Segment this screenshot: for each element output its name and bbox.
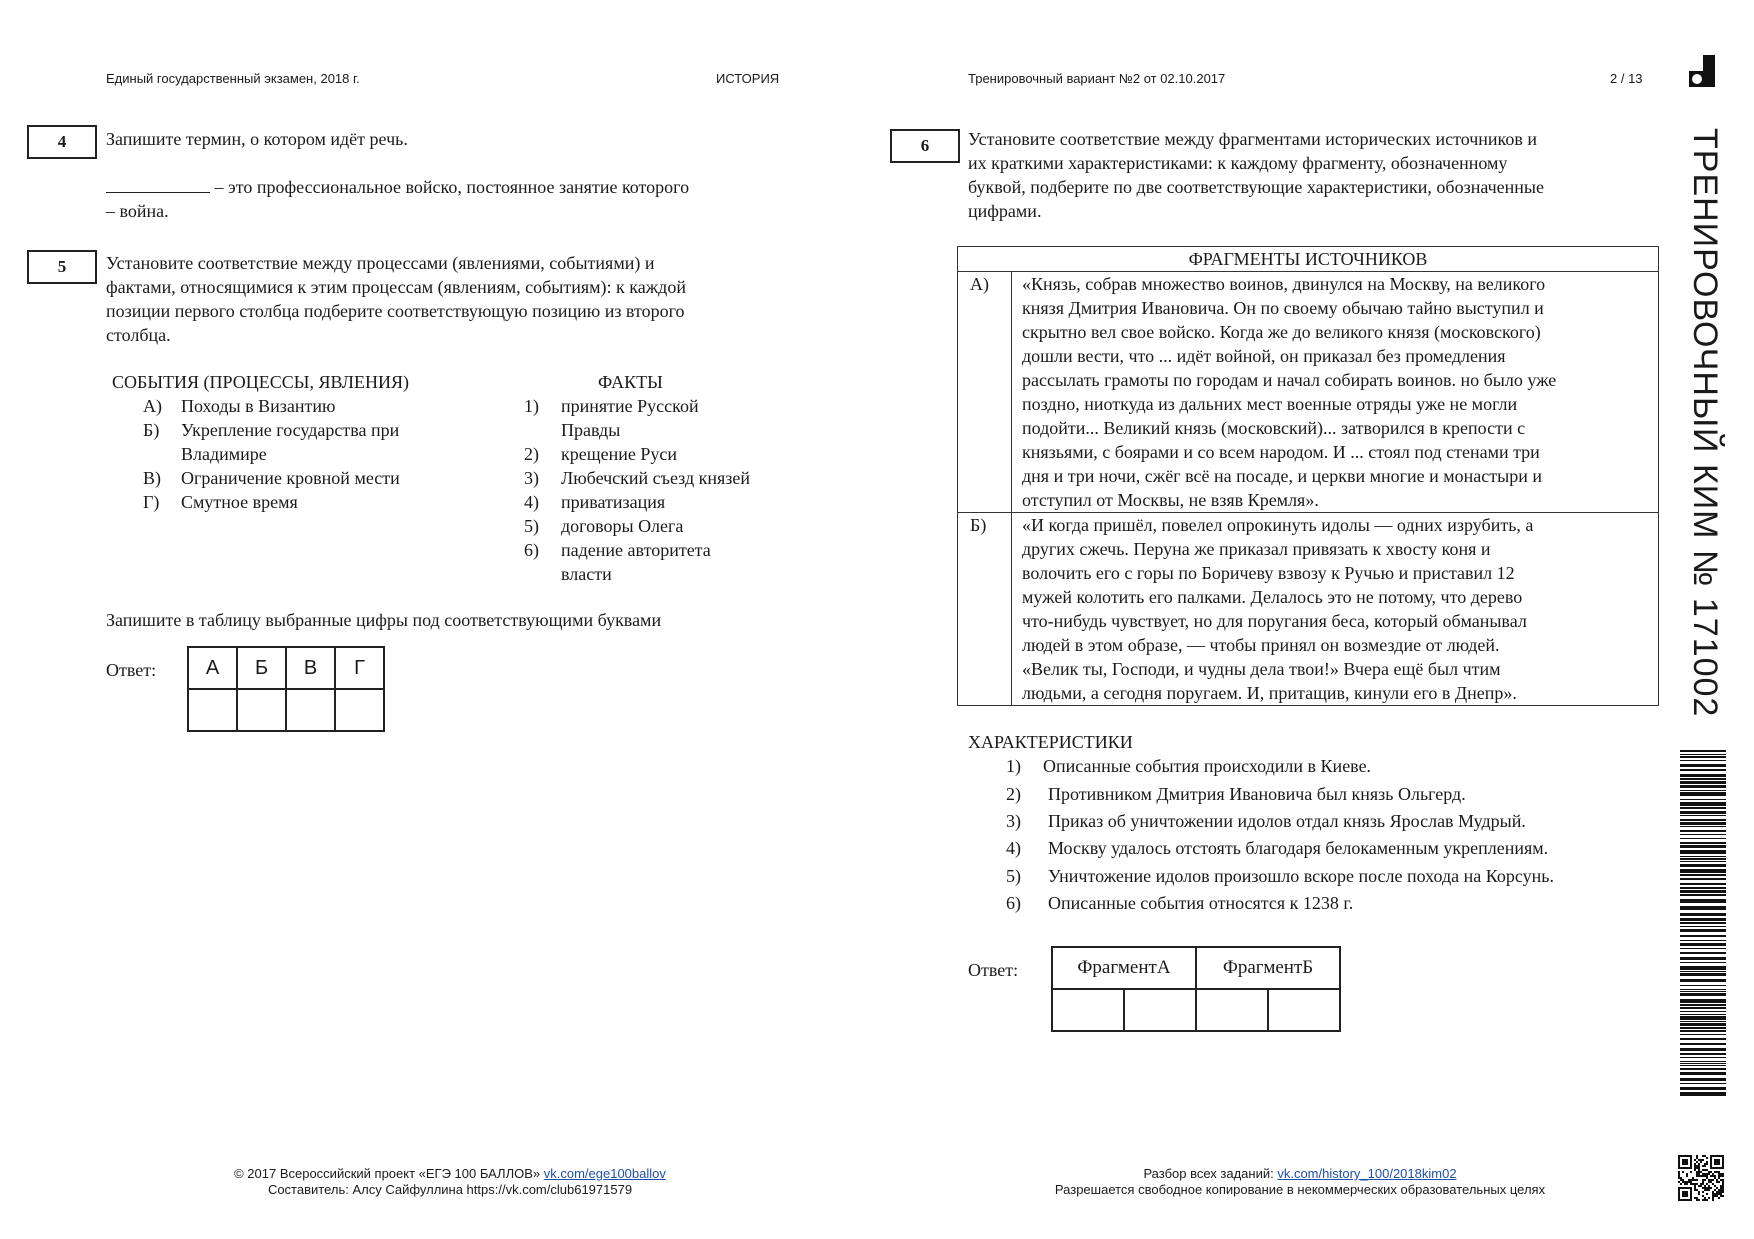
footer-copyright: © 2017 Всероссийский проект «ЕГЭ 100 БАЛЛОВ»	[234, 1166, 544, 1181]
answer-cell-b[interactable]	[237, 689, 286, 731]
fact-number: 2)	[524, 444, 539, 464]
fragment-line: мужей колотить его палками. Делалось это не потому, что дерево	[1022, 587, 1523, 607]
footer-left	[150, 1166, 750, 1198]
fragment-line: дошли вести, что ... идёт войной, он приказал без промедления	[1022, 346, 1506, 366]
question-4-prompt: Запишите термин, о котором идёт речь.	[106, 129, 408, 149]
fragment-line: князя Дмитрия Ивановича. Он по своему обычаю тайно выступил и	[1022, 298, 1544, 318]
question-5-number: 5	[27, 250, 97, 284]
footer-author: Составитель: Алсу Сайфуллина https://vk.com/club61971579	[267, 1182, 633, 1197]
fragment-letter: А)	[958, 272, 1012, 512]
answer-cell-a2[interactable]	[1124, 989, 1196, 1031]
question-5-instruction: Запишите в таблицу выбранные цифры под соответствующими буквами	[106, 610, 662, 630]
fact-text: падение авторитета	[561, 540, 711, 560]
answer-cell-b1[interactable]	[1196, 989, 1268, 1031]
side-label-text: ТРЕНИРОВОЧНЫЙ КИМ № 171002	[1686, 128, 1724, 718]
characteristic-text: Противником Дмитрия Ивановича был князь Ольгерд.	[1048, 784, 1466, 804]
fragment-letter: Б)	[958, 513, 1012, 705]
fact-text: приватизация	[561, 492, 666, 512]
characteristic-number: 3)	[1006, 811, 1021, 831]
question-5-answer-table	[187, 646, 385, 732]
fragment-text	[1012, 272, 1658, 512]
answer-blank[interactable]	[106, 192, 210, 193]
event-text: Укрепление государства при	[181, 420, 400, 440]
characteristic-text: Описанные события происходили в Киеве.	[1043, 756, 1372, 776]
fragment-line: дня и три ночи, сжёг всё на посаде, и церкви многие и монастыри и	[1022, 466, 1543, 486]
question-6-prompt	[968, 127, 1544, 223]
prompt-line: цифрами.	[968, 201, 1042, 221]
characteristic-number: 4)	[1006, 838, 1021, 858]
prompt-line: их краткими характеристиками: к каждому фрагменту, обозначенному	[968, 153, 1508, 173]
characteristic-text: Уничтожение идолов произошло вскоре после похода на Корсунь.	[1048, 866, 1554, 886]
answer-cell-a1[interactable]	[1052, 989, 1124, 1031]
prompt-line: буквой, подберите по две соответствующие характеристики, обозначенные	[968, 177, 1544, 197]
event-letter: В)	[143, 468, 161, 488]
fragment-row-a	[958, 272, 1658, 513]
footer-copy-permission: Разрешается свободное копирование в некоммерческих образовательных целях	[1054, 1182, 1546, 1197]
fragment-line: людей в этом образе, — чтобы принял он возмездие от людей.	[1022, 635, 1500, 655]
fact-text: Любечский съезд князей	[561, 468, 751, 488]
question-4-number: 4	[27, 125, 97, 159]
characteristic-number: 2)	[1006, 784, 1021, 804]
answer-header-b: Б	[237, 647, 286, 689]
fact-text: крещение Руси	[561, 444, 677, 464]
fact-text: власти	[561, 564, 612, 584]
fact-number: 5)	[524, 516, 539, 536]
fragment-line: волочить его с горы по Боричеву взвозу к Ручью и приставил 12	[1022, 563, 1515, 583]
question-5-answer-label: Ответ:	[106, 660, 157, 680]
fragment-line: князьями, с боярами и со всем народом. И ... стоял под стенами три	[1022, 442, 1540, 462]
footer-left-link[interactable]: vk.com/ege100ballov	[543, 1166, 666, 1181]
fragment-line: подойти... Великий князь (московский)... затворился в крепости с	[1022, 418, 1526, 438]
prompt-line: Установите соответствие между фрагментами исторических источников и	[968, 129, 1538, 149]
facts-column-header: ФАКТЫ	[598, 372, 663, 392]
barcode	[1680, 750, 1730, 1100]
fact-number: 3)	[524, 468, 539, 488]
answer-cell-v[interactable]	[286, 689, 335, 731]
answer-header-a: А	[188, 647, 237, 689]
fragment-line: что-нибудь чувствует, но для поругания беса, который обманывал	[1022, 611, 1527, 631]
fact-text: принятие Русской	[561, 396, 699, 416]
prompt-line: столбца.	[106, 325, 171, 345]
corner-marker-icon	[1689, 55, 1715, 87]
fragment-line: «Велик ты, Господи, и чудны дела твои!» Вчера ещё был чтим	[1022, 659, 1501, 679]
characteristic-text: Приказ об уничтожении идолов отдал князь Ярослав Мудрый.	[1048, 811, 1526, 831]
fragment-line: «И когда пришёл, повелел опрокинуть идолы — одних изрубить, а	[1022, 515, 1534, 535]
answer-cell-a[interactable]	[188, 689, 237, 731]
fragment-text	[1012, 513, 1658, 705]
characteristic-number: 6)	[1006, 893, 1021, 913]
answer-header-fragment-a: ФрагментА	[1052, 947, 1196, 989]
event-text: Смутное время	[181, 492, 298, 512]
event-text: Владимире	[181, 444, 267, 464]
characteristic-text: Описанные события относятся к 1238 г.	[1048, 893, 1354, 913]
fact-text: Правды	[561, 420, 621, 440]
sources-table	[957, 246, 1659, 706]
footer-right-link[interactable]: vk.com/history_100/2018kim02	[1277, 1166, 1457, 1181]
answer-cell-b2[interactable]	[1268, 989, 1340, 1031]
fragment-line: людьми, а сегодня поругаем. И, притащив, кинули его в Днепр».	[1022, 683, 1517, 703]
fragment-line: «Князь, собрав множество воинов, двинулся на Москву, на великого	[1022, 274, 1546, 294]
question-4-sentence	[106, 175, 689, 199]
question-6-answer-table	[1051, 946, 1341, 1032]
footer-analysis-label: Разбор всех заданий:	[1143, 1166, 1278, 1181]
side-label-rotated	[1685, 128, 1724, 717]
answer-header-fragment-b: ФрагментБ	[1196, 947, 1340, 989]
characteristics-header: ХАРАКТЕРИСТИКИ	[968, 732, 1133, 752]
question-5-prompt	[106, 251, 686, 347]
characteristic-number: 1)	[1006, 756, 1021, 776]
page-number: 2 / 13	[1610, 71, 1643, 86]
fragment-line: рассылать грамоты по городам и начал собирать воинов. но было уже	[1022, 370, 1557, 390]
prompt-line: фактами, относящимися к этим процессам (явлениям, событиям): к каждой	[106, 277, 686, 297]
answer-header-g: Г	[335, 647, 384, 689]
event-letter: Г)	[143, 492, 160, 512]
fragment-line: скрытно вел свое войско. Когда же до великого князя (московского)	[1022, 322, 1541, 342]
sources-table-header: ФРАГМЕНТЫ ИСТОЧНИКОВ	[958, 247, 1658, 272]
question-4-line2: – война.	[106, 201, 169, 221]
event-letter: А)	[143, 396, 162, 416]
event-text: Ограничение кровной мести	[181, 468, 400, 488]
fact-number: 4)	[524, 492, 539, 512]
question-6-number: 6	[890, 129, 960, 163]
fact-number: 6)	[524, 540, 539, 560]
event-letter: Б)	[143, 420, 160, 440]
variant-title: Тренировочный вариант №2 от 02.10.2017	[968, 71, 1226, 86]
fragment-line: поздно, ниоткуда из дальних мест военные отряды уже не могли	[1022, 394, 1518, 414]
characteristic-text: Москву удалось отстоять благодаря белокаменным укреплениям.	[1048, 838, 1549, 858]
fragment-line: других сжечь. Перуна же приказал привязать к хвосту коня и	[1022, 539, 1491, 559]
exam-title: Единый государственный экзамен, 2018 г.	[106, 71, 360, 86]
footer-right	[1000, 1166, 1600, 1198]
question-4-line1: – это профессиональное войско, постоянное занятие которого	[210, 177, 690, 197]
answer-cell-g[interactable]	[335, 689, 384, 731]
fact-number: 1)	[524, 396, 539, 416]
answer-header-v: В	[286, 647, 335, 689]
event-text: Походы в Византию	[181, 396, 336, 416]
fragment-row-b	[958, 513, 1658, 705]
prompt-line: позиции первого столбца подберите соответствующую позицию из второго	[106, 301, 685, 321]
characteristic-number: 5)	[1006, 866, 1021, 886]
subject-title: ИСТОРИЯ	[716, 71, 780, 86]
events-column-header: СОБЫТИЯ (ПРОЦЕССЫ, ЯВЛЕНИЯ)	[112, 372, 409, 392]
question-6-answer-label: Ответ:	[968, 960, 1019, 980]
fact-text: договоры Олега	[561, 516, 684, 536]
prompt-line: Установите соответствие между процессами (явлениями, событиями) и	[106, 253, 655, 273]
qr-code	[1678, 1155, 1724, 1201]
fragment-line: отступил от Москвы, не взяв Кремля».	[1022, 490, 1319, 510]
